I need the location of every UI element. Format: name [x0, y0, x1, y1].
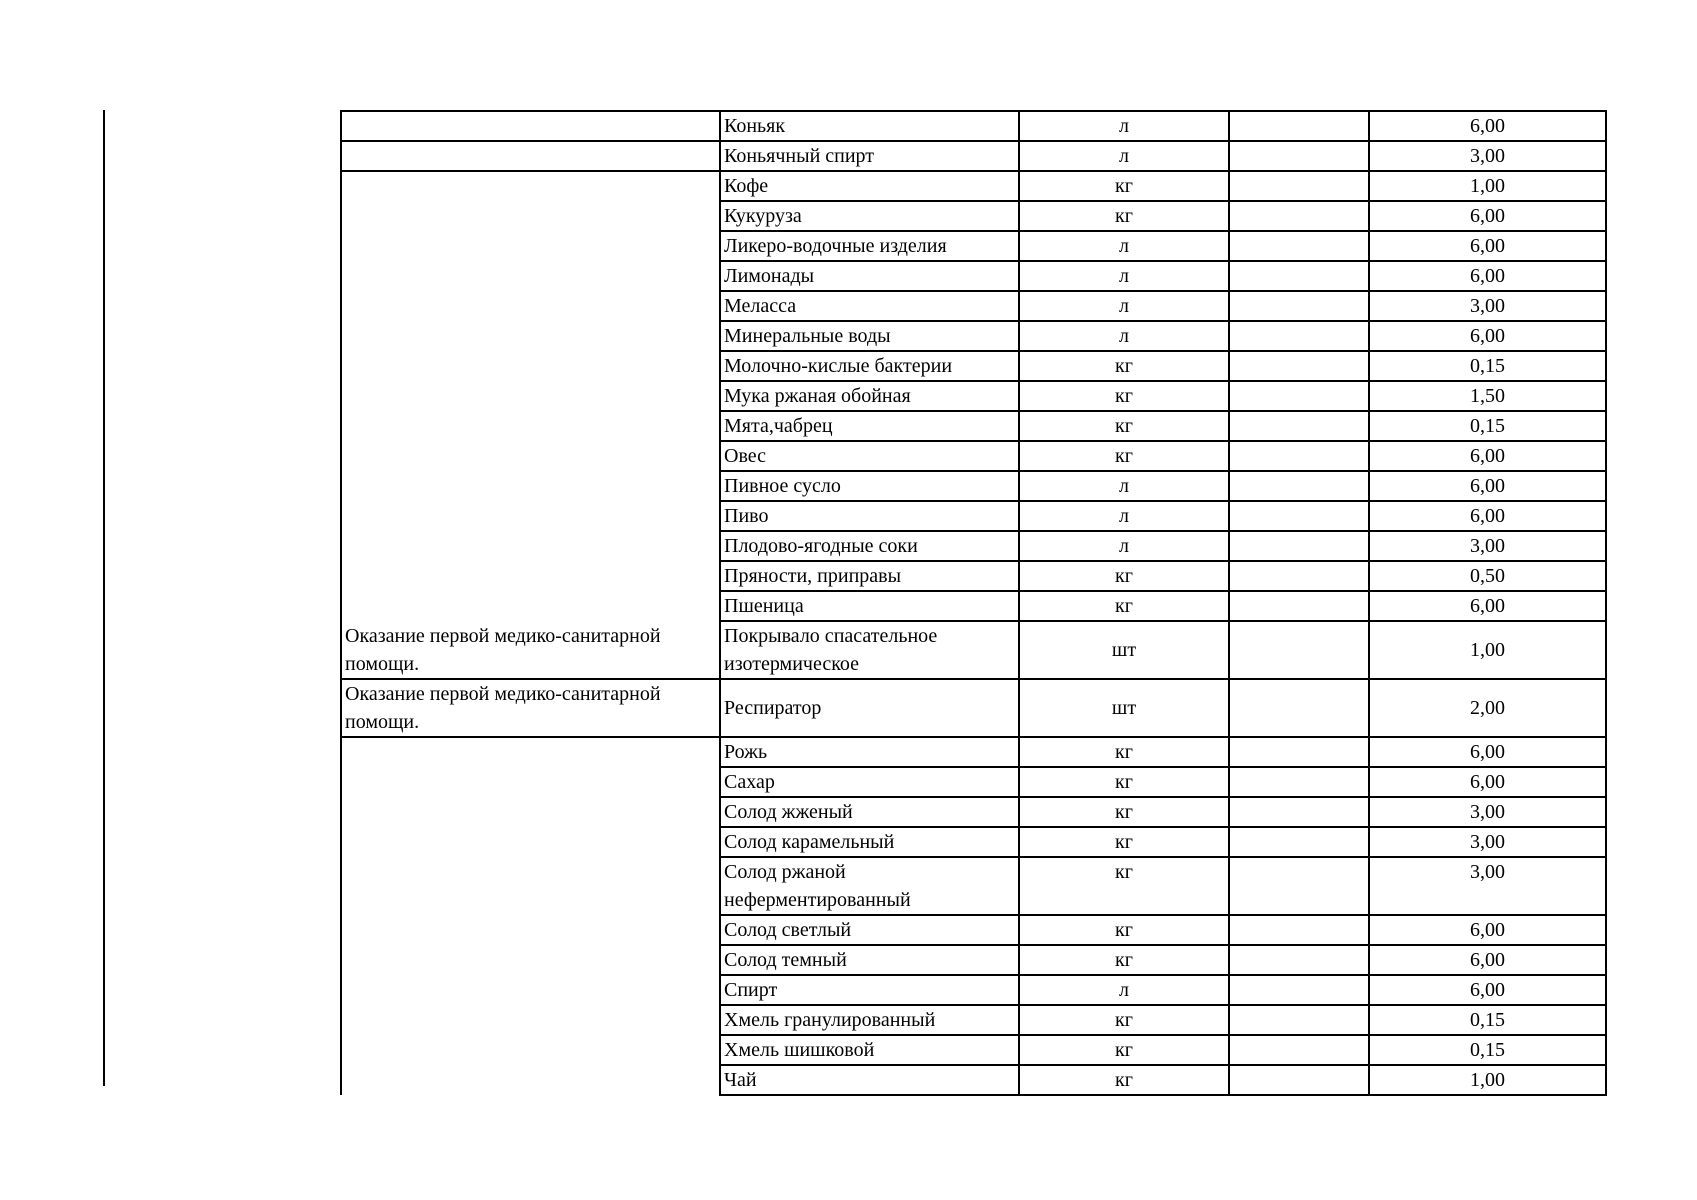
table-row — [341, 561, 1606, 591]
item-name-cell: Кукуруза — [720, 201, 1019, 231]
table-row — [341, 201, 1606, 231]
category-cell — [341, 411, 720, 441]
empty-cell — [1229, 111, 1369, 141]
table-row — [341, 737, 1606, 767]
empty-cell — [1229, 231, 1369, 261]
quantity-cell: 3,00 — [1369, 857, 1606, 915]
category-cell — [341, 1005, 720, 1035]
category-cell — [341, 261, 720, 291]
unit-cell: кг — [1019, 171, 1229, 201]
quantity-cell: 6,00 — [1369, 767, 1606, 797]
category-cell: Оказание первой медико-санитарной помощи. — [341, 621, 720, 679]
empty-cell — [1229, 1065, 1369, 1095]
table-row — [341, 857, 1606, 915]
category-cell — [341, 201, 720, 231]
table-row — [341, 141, 1606, 171]
item-name-cell: Солод темный — [720, 945, 1019, 975]
unit-cell: л — [1019, 975, 1229, 1005]
quantity-cell: 0,15 — [1369, 1035, 1606, 1065]
empty-cell — [1229, 1005, 1369, 1035]
quantity-cell: 0,15 — [1369, 411, 1606, 441]
category-cell — [341, 737, 720, 767]
quantity-cell: 3,00 — [1369, 291, 1606, 321]
empty-cell — [1229, 441, 1369, 471]
category-cell — [341, 561, 720, 591]
empty-cell — [1229, 857, 1369, 915]
empty-cell — [1229, 679, 1369, 737]
quantity-cell: 6,00 — [1369, 321, 1606, 351]
item-name-cell: Кофе — [720, 171, 1019, 201]
quantity-cell: 6,00 — [1369, 441, 1606, 471]
empty-cell — [1229, 621, 1369, 679]
unit-cell: кг — [1019, 857, 1229, 915]
empty-cell — [1229, 975, 1369, 1005]
item-name-cell: Спирт — [720, 975, 1019, 1005]
empty-cell — [1229, 351, 1369, 381]
unit-cell: кг — [1019, 1065, 1229, 1095]
quantity-cell: 1,50 — [1369, 381, 1606, 411]
unit-cell: кг — [1019, 351, 1229, 381]
item-name-cell: Пивное сусло — [720, 471, 1019, 501]
unit-cell: кг — [1019, 915, 1229, 945]
item-name-cell: Пряности, приправы — [720, 561, 1019, 591]
empty-cell — [1229, 827, 1369, 857]
category-cell — [341, 591, 720, 621]
item-name-cell: Солод карамельный — [720, 827, 1019, 857]
category-cell — [341, 915, 720, 945]
category-cell: Оказание первой медико-санитарной помощи. — [341, 679, 720, 737]
item-name-cell: Рожь — [720, 737, 1019, 767]
table-row — [341, 1065, 1606, 1095]
quantity-cell: 6,00 — [1369, 261, 1606, 291]
quantity-cell: 0,15 — [1369, 1005, 1606, 1035]
category-cell — [341, 111, 720, 141]
table-row — [341, 411, 1606, 441]
category-cell — [341, 975, 720, 1005]
unit-cell: кг — [1019, 827, 1229, 857]
quantity-cell: 6,00 — [1369, 501, 1606, 531]
empty-cell — [1229, 945, 1369, 975]
quantity-cell: 6,00 — [1369, 945, 1606, 975]
category-cell — [341, 857, 720, 915]
empty-cell — [1229, 261, 1369, 291]
empty-cell — [1229, 531, 1369, 561]
item-name-cell: Солод светлый — [720, 915, 1019, 945]
table-row — [341, 261, 1606, 291]
item-name-cell: Чай — [720, 1065, 1019, 1095]
unit-cell: л — [1019, 471, 1229, 501]
unit-cell: л — [1019, 141, 1229, 171]
category-cell — [341, 767, 720, 797]
unit-cell: кг — [1019, 737, 1229, 767]
empty-cell — [1229, 291, 1369, 321]
table-row — [341, 827, 1606, 857]
item-name-cell: Хмель шишковой — [720, 1035, 1019, 1065]
empty-cell — [1229, 171, 1369, 201]
quantity-cell: 3,00 — [1369, 797, 1606, 827]
empty-cell — [1229, 381, 1369, 411]
table-row — [341, 945, 1606, 975]
quantity-cell: 1,00 — [1369, 171, 1606, 201]
table-row — [341, 767, 1606, 797]
quantity-cell: 6,00 — [1369, 201, 1606, 231]
table-row — [341, 291, 1606, 321]
quantity-cell: 0,15 — [1369, 351, 1606, 381]
unit-cell: л — [1019, 291, 1229, 321]
unit-cell: л — [1019, 501, 1229, 531]
item-name-cell: Солод жженый — [720, 797, 1019, 827]
table-row — [341, 381, 1606, 411]
item-name-cell: Пшеница — [720, 591, 1019, 621]
item-name-cell: Меласса — [720, 291, 1019, 321]
item-name-cell: Пиво — [720, 501, 1019, 531]
quantity-cell: 6,00 — [1369, 111, 1606, 141]
category-cell — [341, 291, 720, 321]
unit-cell: кг — [1019, 381, 1229, 411]
category-cell — [341, 945, 720, 975]
supplies-table — [340, 110, 1607, 1096]
category-cell — [341, 171, 720, 201]
item-name-cell: Мука ржаная обойная — [720, 381, 1019, 411]
quantity-cell: 3,00 — [1369, 531, 1606, 561]
table-row — [341, 171, 1606, 201]
unit-cell: кг — [1019, 1035, 1229, 1065]
unit-cell: кг — [1019, 201, 1229, 231]
category-cell — [341, 531, 720, 561]
table-row — [341, 471, 1606, 501]
category-cell — [341, 827, 720, 857]
item-name-cell: Мята,чабрец — [720, 411, 1019, 441]
table-row — [341, 441, 1606, 471]
empty-cell — [1229, 1035, 1369, 1065]
empty-cell — [1229, 591, 1369, 621]
item-name-cell: Коньячный спирт — [720, 141, 1019, 171]
item-name-cell: Респиратор — [720, 679, 1019, 737]
quantity-cell: 6,00 — [1369, 591, 1606, 621]
table-row — [341, 1035, 1606, 1065]
empty-cell — [1229, 561, 1369, 591]
item-name-cell: Овес — [720, 441, 1019, 471]
unit-cell: кг — [1019, 411, 1229, 441]
empty-cell — [1229, 201, 1369, 231]
empty-cell — [1229, 797, 1369, 827]
item-name-cell: Лимонады — [720, 261, 1019, 291]
category-cell — [341, 501, 720, 531]
table-row — [341, 975, 1606, 1005]
unit-cell: кг — [1019, 441, 1229, 471]
item-name-cell: Сахар — [720, 767, 1019, 797]
quantity-cell: 2,00 — [1369, 679, 1606, 737]
item-name-cell: Молочно-кислые бактерии — [720, 351, 1019, 381]
left-margin-rule — [103, 110, 105, 1086]
item-name-cell: Коньяк — [720, 111, 1019, 141]
table-row — [341, 915, 1606, 945]
category-cell — [341, 1065, 720, 1095]
quantity-cell: 1,00 — [1369, 1065, 1606, 1095]
table-row — [341, 1005, 1606, 1035]
unit-cell: шт — [1019, 679, 1229, 737]
quantity-cell: 6,00 — [1369, 737, 1606, 767]
quantity-cell: 6,00 — [1369, 915, 1606, 945]
item-name-cell: Хмель гранулированный — [720, 1005, 1019, 1035]
quantity-cell: 3,00 — [1369, 141, 1606, 171]
category-cell — [341, 321, 720, 351]
table-row — [341, 231, 1606, 261]
item-name-cell: Ликеро-водочные изделия — [720, 231, 1019, 261]
table-row — [341, 621, 1606, 679]
quantity-cell: 6,00 — [1369, 231, 1606, 261]
category-cell — [341, 471, 720, 501]
unit-cell: кг — [1019, 767, 1229, 797]
quantity-cell: 1,00 — [1369, 621, 1606, 679]
unit-cell: л — [1019, 321, 1229, 351]
table-row — [341, 797, 1606, 827]
empty-cell — [1229, 321, 1369, 351]
unit-cell: шт — [1019, 621, 1229, 679]
table-row — [341, 321, 1606, 351]
table-row — [341, 501, 1606, 531]
table-row — [341, 111, 1606, 141]
unit-cell: л — [1019, 261, 1229, 291]
unit-cell: кг — [1019, 591, 1229, 621]
table-row — [341, 591, 1606, 621]
quantity-cell: 6,00 — [1369, 471, 1606, 501]
item-name-cell: Покрывало спасательное изотермическое — [720, 621, 1019, 679]
unit-cell: кг — [1019, 797, 1229, 827]
category-cell — [341, 1035, 720, 1065]
table-row — [341, 531, 1606, 561]
table-row — [341, 679, 1606, 737]
empty-cell — [1229, 915, 1369, 945]
category-cell — [341, 231, 720, 261]
item-name-cell: Плодово-ягодные соки — [720, 531, 1019, 561]
unit-cell: кг — [1019, 561, 1229, 591]
empty-cell — [1229, 737, 1369, 767]
unit-cell: кг — [1019, 1005, 1229, 1035]
unit-cell: л — [1019, 231, 1229, 261]
category-cell — [341, 797, 720, 827]
category-cell — [341, 141, 720, 171]
unit-cell: л — [1019, 531, 1229, 561]
empty-cell — [1229, 767, 1369, 797]
unit-cell: кг — [1019, 945, 1229, 975]
category-cell — [341, 441, 720, 471]
quantity-cell: 6,00 — [1369, 975, 1606, 1005]
category-cell — [341, 381, 720, 411]
empty-cell — [1229, 411, 1369, 441]
category-cell — [341, 351, 720, 381]
item-name-cell: Солод ржаной неферментированный — [720, 857, 1019, 915]
empty-cell — [1229, 501, 1369, 531]
empty-cell — [1229, 141, 1369, 171]
unit-cell: л — [1019, 111, 1229, 141]
quantity-cell: 3,00 — [1369, 827, 1606, 857]
item-name-cell: Минеральные воды — [720, 321, 1019, 351]
quantity-cell: 0,50 — [1369, 561, 1606, 591]
table-row — [341, 351, 1606, 381]
empty-cell — [1229, 471, 1369, 501]
